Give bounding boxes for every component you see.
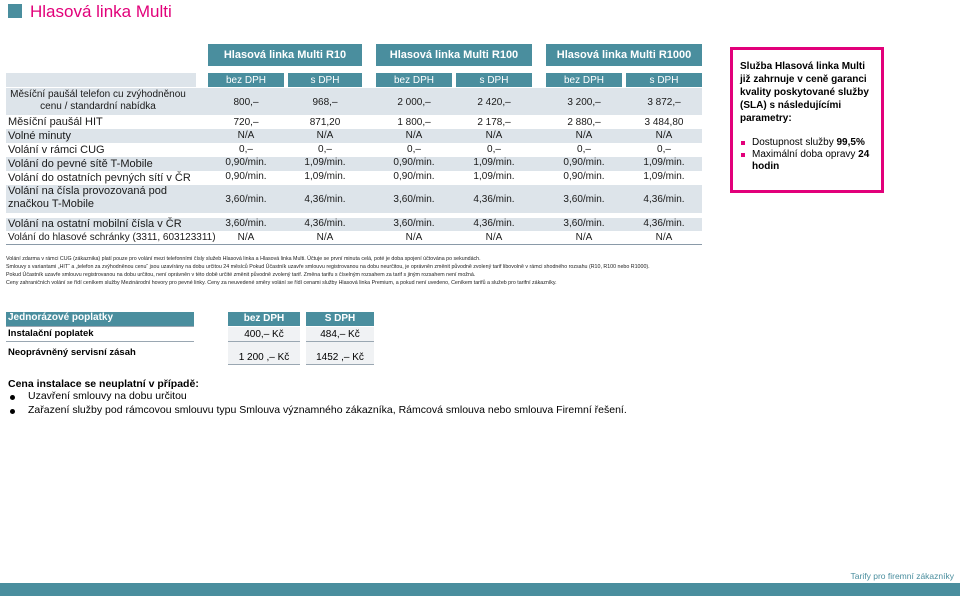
sla-item-repair-text: Maximální doba opravy xyxy=(752,149,859,160)
price-cell: 1,09/min. xyxy=(304,171,346,182)
price-cell: N/A xyxy=(575,130,593,141)
fees-title: Jednorázové poplatky xyxy=(8,312,114,323)
col-header-r100-net: bez DPH xyxy=(376,73,452,87)
price-cell: N/A xyxy=(237,130,255,141)
price-cell: 3,60/min. xyxy=(393,218,435,229)
price-cell: 0,– xyxy=(577,144,591,155)
fee-label-installation: Instalační poplatek xyxy=(8,328,94,339)
fee-service-net: 1 200 ,– Kč xyxy=(238,352,290,363)
col-header-r10-net: bez DPH xyxy=(208,73,284,87)
bullet-icon xyxy=(10,395,15,400)
price-cell: 1,09/min. xyxy=(304,157,346,168)
sla-item-availability-value: 99,5% xyxy=(836,137,865,148)
price-cell: N/A xyxy=(485,130,503,141)
col-header-r1000-net: bez DPH xyxy=(546,73,622,87)
price-cell: 800,– xyxy=(233,97,259,108)
price-cell: 1 800,– xyxy=(397,117,431,128)
price-cell: 968,– xyxy=(312,97,338,108)
row-label-5: Volání do ostatních pevných sítí v ČR xyxy=(8,172,191,184)
condition-item-0: Uzavření smlouvy na dobu určitou xyxy=(28,390,187,402)
price-cell: 3 872,– xyxy=(647,97,681,108)
fee-installation-net: 400,– Kč xyxy=(244,329,284,340)
price-cell: 3,60/min. xyxy=(563,194,605,205)
price-cell: 2 000,– xyxy=(397,97,431,108)
price-cell: 0,90/min. xyxy=(393,171,435,182)
price-cell: 871,20 xyxy=(309,117,341,128)
price-cell: 1,09/min. xyxy=(643,157,685,168)
sla-bullet-icon xyxy=(741,153,745,157)
sla-bullet-icon xyxy=(741,141,745,145)
note-0: Volání zdarma v rámci CUG (zákaznika) platí pouze pro volání mezi telefonními čísly služeb Hlasová linka a Hlasová linka Multi. Účtuje se první minuta celá, poté je doba spojení účtována po sekundách. xyxy=(6,256,481,262)
sla-item-repair-value: 24 hodin xyxy=(752,149,870,172)
row-label-7: Volání na ostatní mobilní čísla v ČR xyxy=(8,218,182,230)
note-3: Ceny zahraničních volání se řídí ceníkem služby Mezinárodní hovory pro pevné linky. Ceny za neuvedené směry volání se řídí cenami služby Hlasová linka Premium, a pokud není uvedeno, Ceníkem tarifů a služeb pro tarifní zákazníky. xyxy=(6,280,557,286)
price-cell: 720,– xyxy=(233,117,259,128)
price-cell: 1,09/min. xyxy=(643,171,685,182)
col-header-r100-gross: s DPH xyxy=(456,73,532,87)
row-label-1: Měsíční paušál HIT xyxy=(8,116,103,128)
price-cell: 0,– xyxy=(657,144,671,155)
fee-installation-gross: 484,– Kč xyxy=(320,329,360,340)
footer-bar xyxy=(0,583,960,596)
price-cell: 4,36/min. xyxy=(304,218,346,229)
price-cell: N/A xyxy=(316,130,334,141)
price-cell: 0,90/min. xyxy=(225,171,267,182)
price-cell: 0,90/min. xyxy=(563,157,605,168)
price-cell: 0,90/min. xyxy=(563,171,605,182)
condition-item-1: Zařazení služby pod rámcovou smlouvu typu Smlouva významného zákazníka, Rámcová smlouva nebo smlouva Firemní řešení. xyxy=(28,404,627,416)
price-cell: 0,90/min. xyxy=(393,157,435,168)
row-label-3: Volání v rámci CUG xyxy=(8,144,105,156)
price-cell: 4,36/min. xyxy=(473,218,515,229)
fee-label-service: Neoprávněný servisní zásah xyxy=(8,347,136,358)
price-cell: N/A xyxy=(237,232,255,243)
price-cell: 3 484,80 xyxy=(644,117,684,128)
page-title: Hlasová linka Multi xyxy=(30,2,172,21)
price-cell: 1,09/min. xyxy=(473,171,515,182)
price-cell: N/A xyxy=(405,130,423,141)
fee-service-gross: 1452 ,– Kč xyxy=(316,352,364,363)
col-header-r10-gross: s DPH xyxy=(288,73,362,87)
plan-header-r10: Hlasová linka Multi R10 xyxy=(208,44,362,66)
note-1: Smlouvy s variantami „HIT“ a „telefon za zvýhodněnou cenu“ jsou uzavírány na dobu určitou 24 měsíců Pokud Účastník uzavře smlouvu registrovanou na dobu neurčitou, je oprávněn změnit původně zvolený tarif libovolně v rámci shodného rozsahu (R10, R100 nebo R1000). xyxy=(6,264,650,270)
price-cell: 3,60/min. xyxy=(225,218,267,229)
price-cell: 1,09/min. xyxy=(473,157,515,168)
price-cell: N/A xyxy=(405,232,423,243)
price-cell: 2 178,– xyxy=(477,117,511,128)
price-cell: N/A xyxy=(485,232,503,243)
price-cell: 4,36/min. xyxy=(643,194,685,205)
price-cell: 0,– xyxy=(318,144,332,155)
row-label-0: Měsíční paušál telefon cu zvýhodněnou cenu / standardní nabídka xyxy=(10,89,186,112)
fees-col-net: bez DPH xyxy=(243,313,285,324)
price-cell: 0,– xyxy=(487,144,501,155)
sla-item-availability xyxy=(752,137,878,149)
sla-item-repair xyxy=(752,149,878,173)
price-cell: 3,60/min. xyxy=(225,194,267,205)
price-cell: 0,90/min. xyxy=(225,157,267,168)
fees-col-gross: S DPH xyxy=(324,313,356,324)
row-label-8: Volání do hlasové schránky (3311, 603123311) xyxy=(8,232,216,243)
title-square-icon xyxy=(8,4,22,18)
note-2: Pokud Účastník uzavře smlouvu registrovanou na dobu určitou, není oprávněn v této době určité změnit původně zvolený tarif. Změna tarifu s číselným rozsahem za tarif s jiným rozsahem není možná. xyxy=(6,272,476,278)
conditions-title: Cena instalace se neuplatní v případě: xyxy=(8,378,199,390)
row-label-6: Volání na čísla provozovaná pod značkou T-Mobile xyxy=(8,185,168,210)
price-cell: N/A xyxy=(316,232,334,243)
price-cell: 2 880,– xyxy=(567,117,601,128)
row-label-4: Volání do pevné sítě T-Mobile xyxy=(8,158,153,170)
price-cell: 3,60/min. xyxy=(393,194,435,205)
price-cell: N/A xyxy=(655,130,673,141)
row-bg-top-label xyxy=(6,73,196,87)
price-cell: N/A xyxy=(655,232,673,243)
sla-title: Služba Hlasová linka Multi již zahrnuje v ceně garanci kvality poskytované služby (SLA) s následujícími parametry: xyxy=(740,61,869,124)
price-cell: 0,– xyxy=(239,144,253,155)
price-cell: 4,36/min. xyxy=(304,194,346,205)
price-cell: 0,– xyxy=(407,144,421,155)
price-cell: 4,36/min. xyxy=(473,194,515,205)
footer-text: Tarify pro firemní zákazníky xyxy=(850,571,954,581)
sla-item-availability-text: Dostupnost služby xyxy=(752,137,837,148)
row-label-2: Volné minuty xyxy=(8,130,71,142)
plan-header-r100: Hlasová linka Multi R100 xyxy=(376,44,532,66)
fees-divider xyxy=(6,341,194,342)
col-header-r1000-gross: s DPH xyxy=(626,73,702,87)
price-cell: 3,60/min. xyxy=(563,218,605,229)
price-cell: 4,36/min. xyxy=(643,218,685,229)
fees-divider xyxy=(6,326,194,327)
bullet-icon xyxy=(10,409,15,414)
price-cell: N/A xyxy=(575,232,593,243)
price-cell: 2 420,– xyxy=(477,97,511,108)
plan-header-r1000: Hlasová linka Multi R1000 xyxy=(546,44,702,66)
price-cell: 3 200,– xyxy=(567,97,601,108)
